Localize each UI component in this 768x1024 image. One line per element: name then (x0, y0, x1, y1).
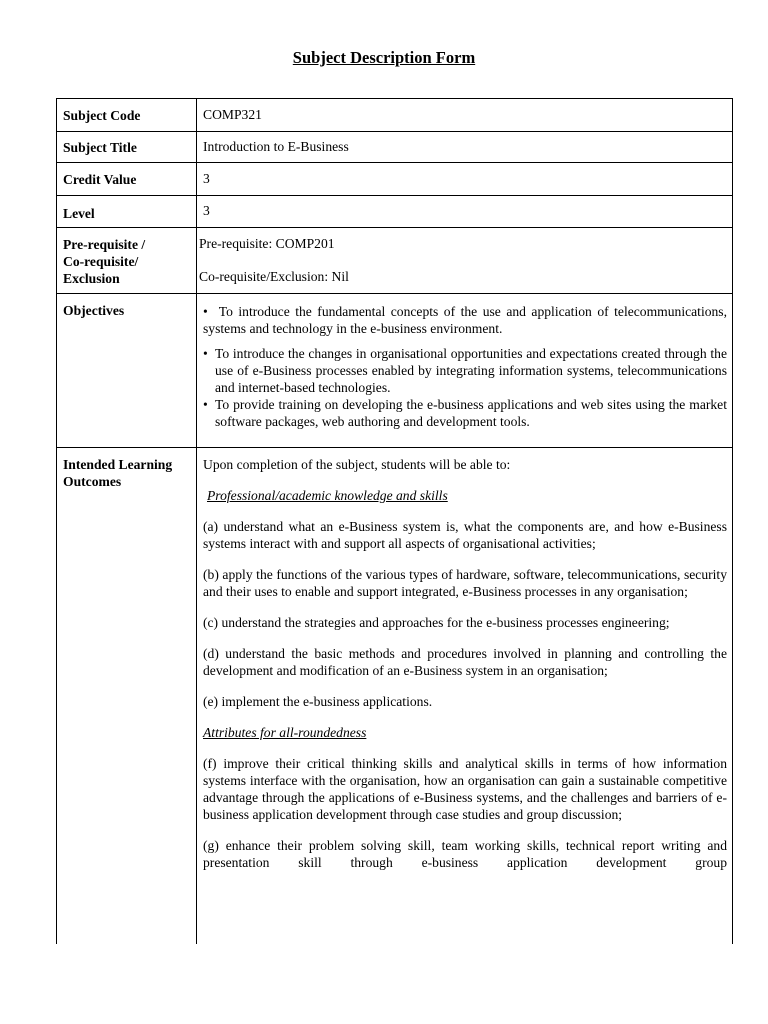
credit-value-label: Credit Value (63, 172, 137, 187)
outcome-a: (a) understand what an e-Business system is, what the components are, and how e-Business systems interact with and support all aspects of organisational activities; (203, 519, 727, 551)
outcome-c: (c) understand the strategies and approaches for the e-business processes engineering; (203, 615, 670, 630)
prerequisite-label-line1: Pre-requisite / (63, 237, 146, 252)
objectives-label: Objectives (63, 303, 125, 318)
objective-text: To introduce the fundamental concepts of the use and application of telecommunications, systems and technology in the e-business environment. (203, 304, 728, 336)
prerequisite-label-line3: Exclusion (63, 271, 120, 286)
row-subject-code (57, 99, 732, 132)
objective-text: To provide training on developing the e-business applications and web sites using the market software packages, web authoring and development tools. (215, 397, 727, 429)
subject-title-label: Subject Title (63, 140, 137, 155)
learning-outcomes-value (203, 456, 727, 871)
learning-outcomes-label-line2: Outcomes (63, 474, 122, 489)
subject-title-value: Introduction to E-Business (203, 139, 349, 154)
row-prerequisite (57, 227, 732, 294)
row-objectives (57, 293, 732, 448)
bullet-icon: • (203, 304, 208, 319)
corequisite-line: Co-requisite/Exclusion: Nil (199, 269, 349, 284)
outcome-g: (g) enhance their problem solving skill, team working skills, technical report writing and presentation skill through e-business application development group (203, 838, 727, 870)
prerequisite-value (199, 235, 723, 285)
bullet-icon: • (203, 346, 208, 361)
prerequisite-label-line2: Co-requisite/ (63, 254, 139, 269)
outcomes-intro: Upon completion of the subject, students will be able to: (203, 457, 511, 472)
outcome-b: (b) apply the functions of the various types of hardware, software, telecommunications, security and their uses to enable and support integrated, e-Business processes in any organisation; (203, 567, 727, 599)
row-subject-title (57, 131, 732, 163)
level-label: Level (63, 206, 95, 221)
prerequisite-line: Pre-requisite: COMP201 (199, 236, 335, 251)
level-value: 3 (203, 203, 210, 218)
section-heading-professional: Professional/academic knowledge and skills (207, 488, 448, 503)
learning-outcomes-label (63, 456, 193, 490)
subject-code-value: COMP321 (203, 107, 262, 122)
bullet-icon: • (203, 397, 208, 412)
row-learning-outcomes (57, 447, 732, 944)
outcome-d: (d) understand the basic methods and procedures involved in planning and controlling the development and modification of an e-Business system in an organisation; (203, 646, 727, 678)
outcome-f: (f) improve their critical thinking skills and analytical skills in terms of how information systems interface with the organisation, how an organisation can gain a sustainable competitive advantage through the applications of e-Business systems, and the challenges and barriers of e-business application development through case studies and group discussion; (203, 756, 727, 822)
objective-item (203, 345, 727, 396)
section-heading-attributes: Attributes for all-roundedness (203, 725, 367, 740)
credit-value-value: 3 (203, 171, 210, 186)
row-level (57, 195, 732, 228)
objective-item (203, 396, 727, 430)
outcome-e: (e) implement the e-business applications. (203, 694, 433, 709)
objectives-value (203, 303, 727, 430)
objective-item (203, 303, 727, 337)
page-title: Subject Description Form (292, 48, 476, 67)
objective-text: To introduce the changes in organisational opportunities and expectations created through the use of e-Business processes enabled by integrating information systems, telecommunications and internet-based technologies. (215, 346, 727, 395)
prerequisite-label (63, 236, 193, 287)
subject-code-label: Subject Code (63, 108, 141, 123)
learning-outcomes-label-line1: Intended Learning (63, 457, 173, 472)
row-credit-value (57, 162, 732, 196)
subject-table (56, 98, 733, 944)
